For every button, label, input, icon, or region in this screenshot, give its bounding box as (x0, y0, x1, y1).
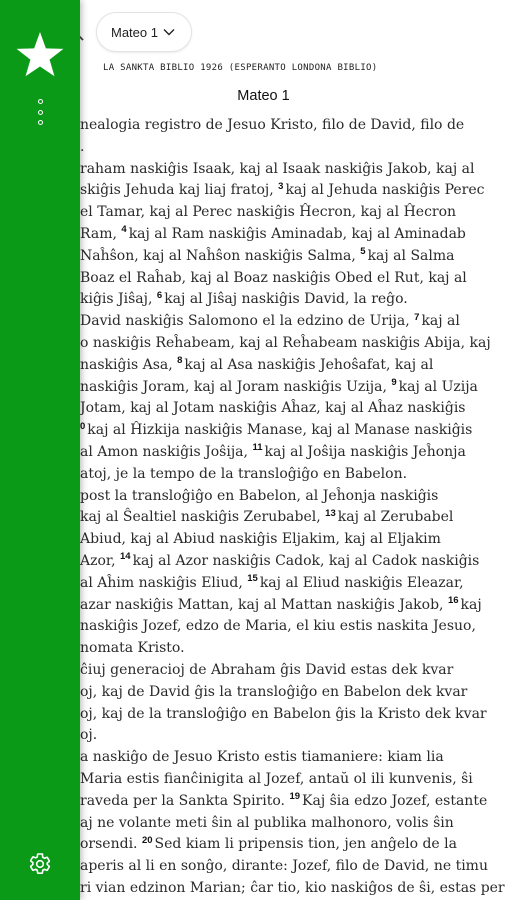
text-line (80, 377, 527, 399)
more-dot (38, 120, 43, 125)
verse-text: oj. (80, 727, 98, 744)
verse-text: el Tamar, kaj al Perec naskiĝis Ĥecron, kaj al Ĥecron (80, 204, 457, 221)
more-dot (38, 99, 43, 104)
verse-text: Sed kiam li pripensis tion, jen anĝelo de la (154, 836, 457, 853)
verse-text: o naskiĝis Reĥabeam, kaj al Reĥabeam naskiĝis Abija, kaj (80, 334, 491, 351)
verse-text: kaj al Asa naskiĝis Jehoŝafat, kaj al (184, 356, 434, 373)
text-line (80, 616, 527, 638)
verse-text: kaj al Ĥizkija naskiĝis Manase, kaj al Manase naskiĝis (87, 422, 473, 439)
star-icon[interactable] (15, 30, 65, 80)
chapter-title-text: Mateo 1 (237, 88, 290, 104)
text-line (80, 224, 527, 246)
verse-text: kaj al Azor naskiĝis Cadok, kaj al Cadok naskiĝis (132, 552, 480, 569)
side-drawer (0, 0, 80, 900)
verse-text: kaj al Zerubabel (337, 509, 454, 526)
verse-number: 8 (177, 355, 183, 367)
verse-text: aperis al li en sonĝo, dirante: Jozef, filo de David, ne timu (80, 858, 488, 875)
verse-text: Kaj ŝia edzo Jozef, estante (302, 792, 488, 809)
verse-number: 9 (391, 376, 397, 388)
verse-text: kaj al Joŝija naskiĝis Jeĥonja (264, 443, 466, 460)
verse-text: oj, kaj de la transloĝiĝo en Babelon ĝis la Kristo dek kvar (80, 705, 487, 722)
verse-text: kaj al Jiŝaj naskiĝis David, la reĝo. (164, 291, 408, 308)
verse-text: . (80, 138, 85, 155)
text-line (80, 529, 527, 551)
verse-text: Ram, (80, 225, 122, 242)
verse-number: 3 (278, 180, 284, 192)
text-line (80, 856, 527, 878)
text-line (80, 311, 527, 333)
verse-text: atoj, je la tempo de la transloĝiĝo en Babelon. (80, 465, 408, 482)
verse-text: azar naskiĝis Mattan, kaj al Mattan naskiĝis Jakob, (80, 596, 448, 613)
text-line (80, 725, 527, 747)
text-line (80, 573, 527, 595)
bible-version-label: LA SANKTA BIBLIO 1926 (ESPERANTO LONDONA BIBLIO) (103, 63, 378, 73)
text-line (80, 442, 527, 464)
verse-text: nomata Kristo. (80, 640, 185, 657)
verse-text: kaj al Ram naskiĝis Aminadab, kaj al Aminadab (128, 225, 466, 242)
verse-text: kaj al Ŝealtiel naskiĝis Zerubabel, (80, 509, 326, 526)
verse-text: al Amon naskiĝis Joŝija, (80, 443, 253, 460)
book-chapter-label: Mateo 1 (111, 24, 158, 40)
verse-number: 16 (447, 594, 459, 606)
verse-number: 6 (156, 289, 163, 301)
text-line (80, 638, 527, 660)
text-line (80, 268, 527, 290)
text-line (80, 159, 527, 181)
text-line (80, 180, 527, 202)
verse-text: Abiud, kaj al Abiud naskiĝis Eljakim, kaj al Eljakim (80, 531, 441, 548)
verse-number: 4 (121, 224, 127, 236)
text-line (80, 355, 527, 377)
settings-icon[interactable] (28, 852, 52, 876)
verse-text: Boaz el Raĥab, kaj al Boaz naskiĝis Obed el Rut, kaj al (80, 269, 467, 286)
text-line (80, 813, 527, 835)
text-line (80, 878, 527, 900)
verse-text: skiĝis Jehuda kaj liaj fratoj, (80, 182, 279, 199)
text-line (80, 137, 527, 159)
verse-text: raham naskiĝis Isaak, kaj al Isaak naskiĝis Jakob, kaj al (80, 160, 475, 177)
text-line (80, 769, 527, 791)
verse-text: Maria estis fianĉinigita al Jozef, antaŭ ol ili kunvenis, ŝi (80, 770, 473, 787)
chapter-text (80, 115, 527, 900)
verse-number: 5 (360, 246, 366, 258)
text-line (80, 791, 527, 813)
verse-number: 20 (141, 834, 153, 846)
verse-number: 15 (247, 573, 258, 585)
verse-number: 19 (289, 791, 301, 803)
verse-text: ri vian edzinon Marian; ĉar tio, kio naskiĝos de ŝi, estas per (80, 879, 505, 896)
verse-number: 0 (80, 420, 86, 432)
verse-text: naskiĝis Joram, kaj al Joram naskiĝis Uzija, (80, 378, 392, 395)
verse-number: 7 (414, 311, 420, 323)
verse-text: oj, kaj de David ĝis la transloĝiĝo en Babelon dek kvar (80, 683, 468, 700)
text-line (80, 464, 527, 486)
verse-text: ĉiuj generacioj de Abraham ĝis David estas dek kvar (80, 661, 454, 678)
more-dot (38, 110, 43, 115)
text-line (80, 682, 527, 704)
text-line (80, 202, 527, 224)
verse-text: Naĥŝon, kaj al Naĥŝon naskiĝis Salma, (80, 247, 361, 264)
verse-text: kaj al (421, 313, 460, 330)
book-chapter-selector[interactable] (96, 12, 192, 52)
verse-text: kaj al Eliud naskiĝis Eleazar, (259, 574, 464, 591)
text-line (80, 660, 527, 682)
verse-text: naskiĝis Asa, (80, 356, 178, 373)
verse-text: naskiĝis Jozef, edzo de Maria, el kiu estis naskita Jesuo, (80, 618, 476, 635)
verse-text: aj ne volante meti ŝin al publika malhonoro, volis ŝin (80, 814, 454, 831)
text-line (80, 289, 527, 311)
text-line (80, 115, 527, 137)
verse-text: orsendi. (80, 836, 142, 853)
text-line (80, 747, 527, 769)
verse-number: 13 (325, 507, 336, 519)
text-line (80, 420, 527, 442)
chevron-down-icon (163, 28, 175, 36)
verse-text: kaj (460, 596, 482, 613)
verse-text: a naskiĝo de Jesuo Kristo estis tiamaniere: kiam lia (80, 749, 444, 766)
verse-text: Azor, (80, 552, 120, 569)
verse-text: kaj al Jehuda naskiĝis Perec (285, 182, 485, 199)
verse-number: 14 (119, 551, 131, 563)
verse-text: kiĝis Jiŝaj, (80, 291, 157, 308)
verse-text: kaj al Uzija (398, 378, 478, 395)
verse-text: raveda per la Sankta Spirito. (80, 792, 290, 809)
verse-text: post la transloĝiĝo en Babelon, al Jeĥonja naskiĝis (80, 487, 439, 504)
text-line (80, 704, 527, 726)
more-options-icon[interactable] (32, 99, 48, 125)
verse-text: nealogia registro de Jesuo Kristo, filo de David, filo de (80, 117, 465, 133)
verse-text: Jotam, kaj al Jotam naskiĝis Aĥaz, kaj al Aĥaz naskiĝis (80, 400, 466, 417)
verse-text: al Aĥim naskiĝis Eliud, (80, 574, 248, 591)
text-line (80, 595, 527, 617)
verse-number: 11 (252, 442, 263, 454)
text-line (80, 551, 527, 573)
text-line (80, 398, 527, 420)
text-line (80, 507, 527, 529)
text-line (80, 333, 527, 355)
verse-text: David naskiĝis Salomono el la edzino de Urija, (80, 313, 415, 330)
text-line (80, 834, 527, 856)
verse-text: kaj al Salma (367, 247, 455, 264)
text-line (80, 486, 527, 508)
text-line (80, 246, 527, 268)
